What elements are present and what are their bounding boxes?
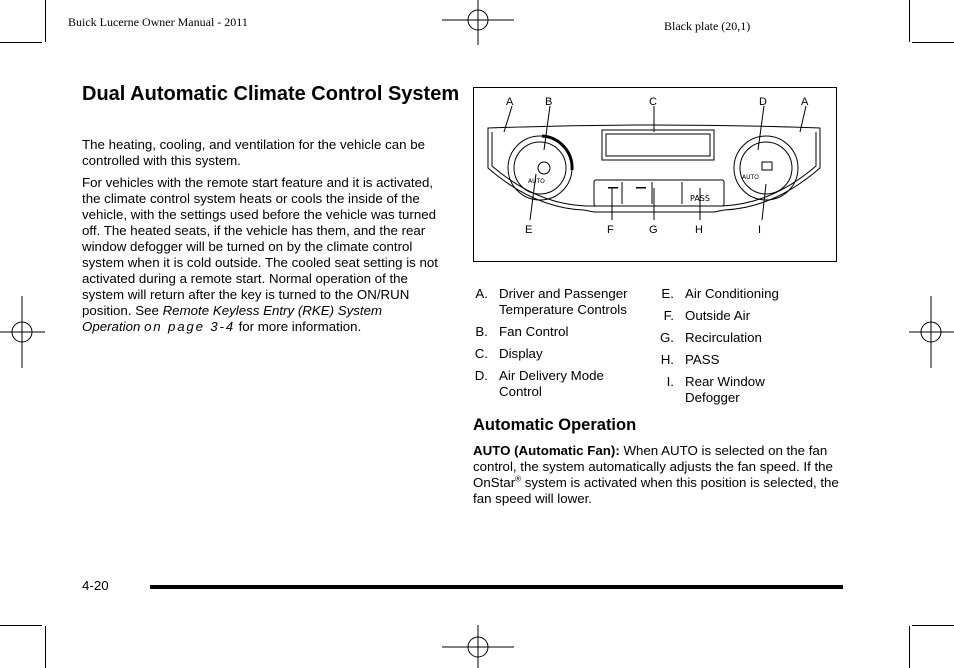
callout-g: G [649,224,658,236]
legend-item [659,374,839,406]
callout-i: I [758,224,762,236]
legend-item [473,368,649,400]
legend-text: Rear Window Defogger [685,374,765,405]
callout-a-right: A [801,96,809,108]
legend-item [473,346,649,362]
legend-text: Air Delivery Mode Control [499,368,604,399]
remote-start-paragraph [82,175,444,335]
auto-fan-text-b: system is activated when this position is selected, the fan speed will lower. [473,475,839,506]
automatic-operation-heading: Automatic Operation [473,416,637,434]
auto-label-left: AUTO [528,178,545,185]
registered-mark: ® [515,474,522,484]
intro-paragraph: The heating, cooling, and ventilation for the vehicle can be controlled with this system. [82,137,425,168]
legend-key: I. [666,374,674,389]
crop-mark [912,42,954,43]
legend-item [473,324,649,340]
legend-key: A. [475,286,488,301]
legend-text: Display [499,346,543,361]
legend-key: H. [660,352,674,367]
plate-label: Black plate (20,1) [664,19,751,33]
manual-title: Buick Lucerne Owner Manual - 2011 [68,15,248,29]
footer-rule [150,585,843,589]
legend-key: G. [659,330,674,345]
callout-c: C [649,96,657,108]
legend-item [659,286,839,302]
legend-key: C. [474,346,488,361]
legend-right [659,286,839,412]
legend-item [659,352,839,368]
legend-text: Fan Control [499,324,569,339]
legend-item [659,308,839,324]
crop-mark [909,0,910,42]
legend-key: E. [661,286,674,301]
callout-b: B [545,96,553,108]
registration-mark-right [909,296,954,368]
registration-mark-bottom [442,625,514,668]
registration-mark-top [442,0,514,45]
legend-text: Outside Air [685,308,751,323]
callout-h: H [695,224,703,236]
callout-a-left: A [506,96,514,108]
page-number: 4-20 [82,578,109,593]
legend-text: Driver and Passenger Temperature Controls [499,286,628,317]
auto-fan-term: AUTO (Automatic Fan): [473,443,620,458]
section-title: Dual Automatic Climate Control System [82,83,460,105]
xref-tail: for more information. [238,319,362,334]
xref-title[interactable]: Remote Keyless Entry (RKE) System Operation [82,303,383,334]
callout-f: F [607,224,614,236]
climate-panel-drawing [474,88,835,260]
legend-key: B. [475,324,488,339]
auto-fan-paragraph [473,443,843,507]
legend-item [659,330,839,346]
callout-e: E [525,224,533,236]
legend-item [473,286,649,318]
xref-page[interactable]: on page 3-4 [144,319,235,334]
climate-control-illustration [473,87,837,262]
legend-text: Recirculation [685,330,762,345]
pass-label: PASS [690,194,710,203]
auto-fan-text-a: When AUTO is selected on the fan control, the system automatically adjusts the fan speed. If the OnStar [473,443,833,490]
remote-start-text: For vehicles with the remote start feature and it is activated, the climate control system heats or cools the inside of the vehicle, with the settings used before the vehicle was turned off. The heated seats, if the vehicle has them, and the rear window defogger will be turned on by the climate control system when it is cold outside. The cooled seat setting is not activated during a remote start. Normal operation of the system will return after the key is turned to the ON/RUN position. See [82,175,439,318]
callout-d: D [759,96,767,108]
legend-key: F. [663,308,674,323]
registration-mark-left [0,296,45,368]
crop-mark [45,626,46,668]
legend-text: PASS [685,352,720,367]
legend-text: Air Conditioning [685,286,779,301]
crop-mark [0,42,42,43]
crop-mark [909,626,910,668]
auto-label-right: AUTO [742,174,759,181]
crop-mark [0,625,42,626]
legend-key: D. [474,368,488,383]
crop-mark [45,0,46,42]
crop-mark [912,625,954,626]
legend-left [473,286,649,406]
